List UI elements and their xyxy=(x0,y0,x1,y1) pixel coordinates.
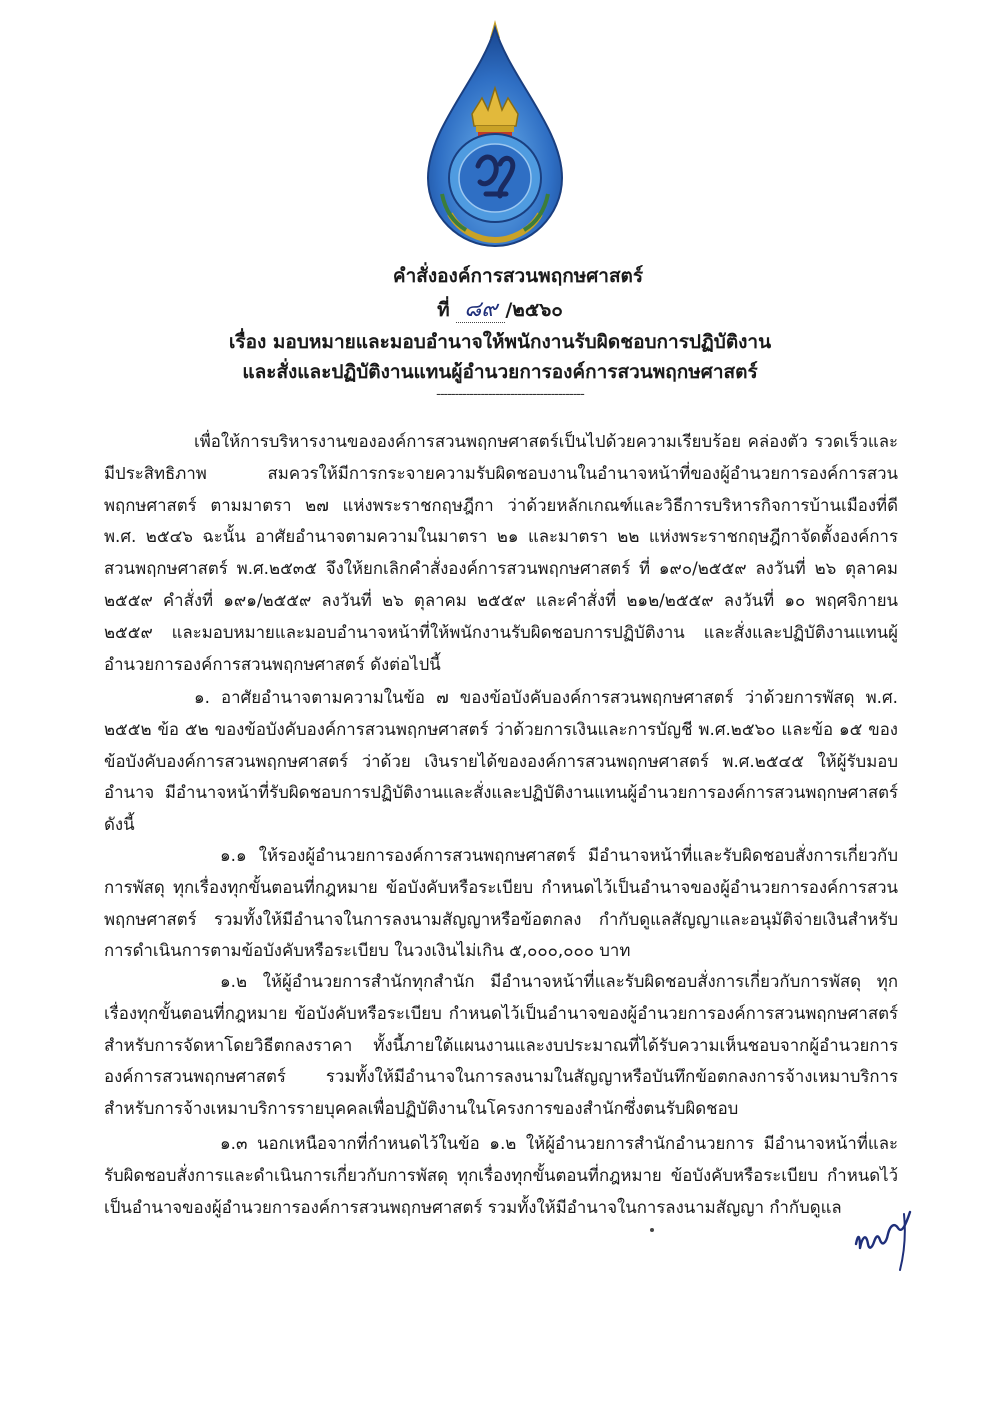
intro-paragraph xyxy=(104,426,898,680)
handwritten-initials-signature xyxy=(850,1204,918,1274)
order-number-suffix: /๒๕๖๐ xyxy=(505,299,563,321)
order-number-handwritten: ๘๙ xyxy=(456,298,505,323)
item-1-1-paragraph xyxy=(104,840,898,967)
item-1-2-paragraph xyxy=(104,966,898,1125)
item-1-paragraph xyxy=(104,682,898,841)
stray-ink-dot xyxy=(650,1228,654,1232)
subject-line-2: และสั่งและปฏิบัติงานแทนผู้อำนวยการองค์การสวนพฤกษศาสตร์ xyxy=(242,361,758,383)
order-title: คำสั่งองค์การสวนพฤกษศาสตร์ xyxy=(392,265,644,287)
subject-line-1: เรื่อง มอบหมายและมอบอำนาจให้พนักงานรับผิดชอบการปฏิบัติงาน xyxy=(228,331,772,353)
item-1-2-text: ๑.๒ ให้ผู้อำนวยการสำนักทุกสำนัก มีอำนาจหน้าที่และรับผิดชอบสั่งการเกี่ยวกับการพัสดุ ทุกเรื่องทุกขั้นตอนที่กฎหมาย ข้อบังคับหรือระเบียบ กำหนดไว้เป็นอำนาจของผู้อำนวยการองค์การสวนพฤกษศาสตร์ สำหรับการจัดหาโดยวิธีตกลงราคา ทั้งนี้ภายใต้แผนงานและงบประมาณที่ได้รับความเห็นชอบจากผู้อำนวยการองค์การสวนพฤกษศาสตร์ รวมทั้งให้มีอำนาจในการลงนามในสัญญาหรือบันทึกข้อตกลงการจ้างเหมาบริการสำหรับการจ้างเหมาบริการรายบุคคลเพื่อปฏิบัติงานในโครงการของสำนักซึ่งตนรับผิดชอบ xyxy=(104,971,898,1119)
item-1-1-text: ๑.๑ ให้รองผู้อำนวยการองค์การสวนพฤกษศาสตร์ มีอำนาจหน้าที่และรับผิดชอบสั่งการเกี่ยวกับการพัสดุ ทุกเรื่องทุกขั้นตอนที่กฎหมาย ข้อบังคับหรือระเบียบ กำหนดไว้เป็นอำนาจของผู้อำนวยการองค์การสวนพฤกษศาสตร์ รวมทั้งให้มีอำนาจในการลงนามสัญญาหรือข้อตกลง กำกับดูแลสัญญาและอนุมัติจ่ายเงินสำหรับการดำเนินการตามข้อบังคับหรือระเบียบ ในวงเงินไม่เกิน ๕,๐๐๐,๐๐๐ บาท xyxy=(104,845,898,961)
item-1-text: ๑. อาศัยอำนาจตามความในข้อ ๗ ของข้อบังคับองค์การสวนพฤกษศาสตร์ ว่าด้วยการพัสดุ พ.ศ. ๒๕๕๒ ข้อ ๕๒ ของข้อบังคับองค์การสวนพฤกษศาสตร์ ว่าด้วยการเงินและการบัญชี พ.ศ.๒๕๖๐ และข้อ ๑๕ ของข้อบังคับองค์การสวนพฤกษศาสตร์ ว่าด้วย เงินรายได้ขององค์การสวนพฤกษศาสตร์ พ.ศ.๒๕๔๕ ให้ผู้รับมอบอำนาจ มีอำนาจหน้าที่รับผิดชอบการปฏิบัติงานและสั่งและปฏิบัติงานแทนผู้อำนวยการองค์การสวนพฤกษศาสตร์ ดังนี้ xyxy=(104,687,898,835)
organization-emblem-logo xyxy=(420,18,570,250)
order-number-line xyxy=(0,296,1000,324)
intro-text: เพื่อให้การบริหารงานขององค์การสวนพฤกษศาสตร์เป็นไปด้วยความเรียบร้อย คล่องตัว รวดเร็วและมีประสิทธิภาพ สมควรให้มีการกระจายความรับผิดชอบงานในอำนาจหน้าที่ของผู้อำนวยการองค์การสวนพฤกษศาสตร์ ตามมาตรา ๒๗ แห่งพระราชกฤษฎีกา ว่าด้วยหลักเกณฑ์และวิธีการบริหารกิจการบ้านเมืองที่ดี พ.ศ. ๒๕๔๖ ฉะนั้น อาศัยอำนาจตามความในมาตรา ๒๑ และมาตรา ๒๒ แห่งพระราชกฤษฎีกาจัดตั้งองค์การสวนพฤกษศาสตร์ พ.ศ.๒๕๓๕ จึงให้ยกเลิกคำสั่งองค์การสวนพฤกษศาสตร์ ที่ ๑๙๐/๒๕๕๙ ลงวันที่ ๒๖ ตุลาคม ๒๕๕๙ คำสั่งที่ ๑๙๑/๒๕๕๙ ลงวันที่ ๒๖ ตุลาคม ๒๕๕๙ และคำสั่งที่ ๒๑๒/๒๕๕๙ ลงวันที่ ๑๐ พฤศจิกายน ๒๕๕๙ และมอบหมายและมอบอำนาจหน้าที่ให้พนักงานรับผิดชอบการปฏิบัติงาน และสั่งและปฏิบัติงานแทนผู้อำนวยการองค์การสวนพฤกษศาสตร์ ดังต่อไปนี้ xyxy=(104,431,898,674)
order-number-prefix: ที่ xyxy=(437,299,450,321)
item-1-3-paragraph xyxy=(104,1128,898,1223)
separator-line: ---------------------------------------- xyxy=(436,387,584,402)
item-1-3-text: ๑.๓ นอกเหนือจากที่กำหนดไว้ในข้อ ๑.๒ ให้ผู้อำนวยการสำนักอำนวยการ มีอำนาจหน้าที่และรับผิดชอบสั่งการและดำเนินการเกี่ยวกับการพัสดุ ทุกเรื่องทุกขั้นตอนที่กฎหมาย ข้อบังคับหรือระเบียบ กำหนดไว้เป็นอำนาจของผู้อำนวยการองค์การสวนพฤกษศาสตร์ รวมทั้งให้มีอำนาจในการลงนามสัญญา กำกับดูแล xyxy=(104,1133,898,1217)
